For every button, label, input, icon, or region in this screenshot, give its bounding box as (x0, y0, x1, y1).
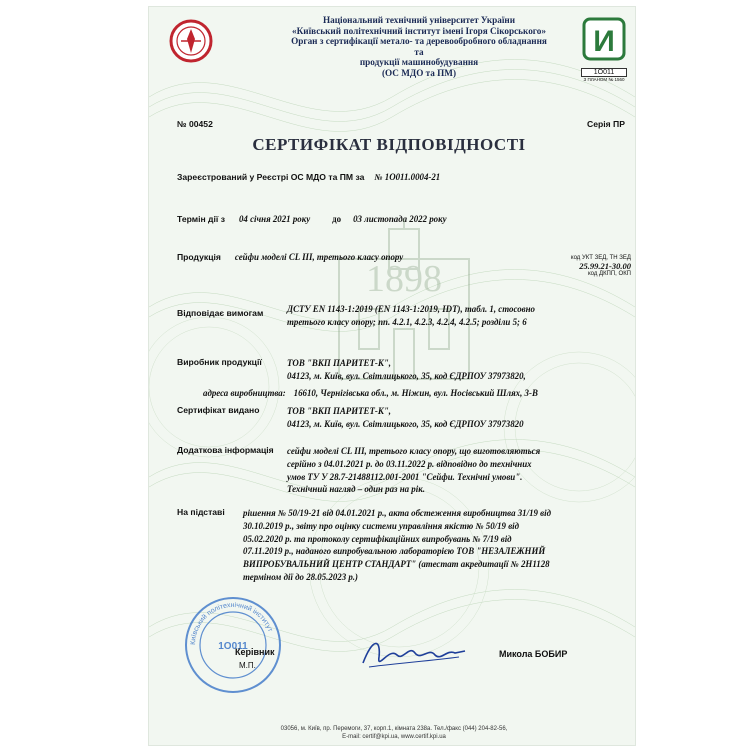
header-line-2: «Київський політехнічний інститут імені Ігоря Сікорського» (292, 25, 546, 36)
validity-to-label: до (332, 214, 342, 224)
footer-line-1: 03056, м. Київ, пр. Перемоги, 37, корп.1, кімната 238а. Тел./факс (044) 204-82-56, (280, 726, 508, 732)
watermark-year: 1898 (366, 258, 442, 300)
seal-place: М.П. (239, 661, 256, 670)
basis-line-3: 05.02.2020 р. та протоколу сертифікаційних випробувань № 7/19 від (243, 533, 512, 544)
additional-info (287, 445, 617, 496)
codes-label-1: код УКТ ЗЕД, ТН ЗЕД (570, 255, 631, 261)
header-line-5: (ОС МДО та ПМ) (381, 67, 457, 78)
issued-line-1: ТОВ "ВКП ПАРИТЕТ-К", (287, 406, 391, 416)
meets-label: Відповідає вимогам (177, 308, 264, 318)
basis-line-6: терміном дії до 28.05.2023 р.) (243, 571, 358, 582)
issuer-header (289, 15, 549, 79)
basis-line-2: 30.10.2019 р., звіту про оцінку системи управління якістю № 50/19 від (243, 520, 520, 531)
product-value: сейфи моделі CL III, третього класу опору (234, 252, 404, 262)
additional-line-4: Технічний нагляд – один раз на рік. (287, 484, 425, 495)
certificate-sheet (148, 6, 636, 746)
additional-line-3: умов ТУ У 28.7-21488112.001-2001 "Сейфи. Технічні умови". (287, 471, 523, 482)
basis-line-5: ВИПРОБУВАЛЬНИЙ ЦЕНТР СТАНДАРТ" (атестат акредитації № 2Н1128 (243, 559, 550, 570)
product-row (177, 247, 403, 265)
manufacturer-line-1: ТОВ "ВКП ПАРИТЕТ-К", (287, 358, 391, 368)
head-label: Керівник (235, 647, 275, 657)
footer-line-2: E-mail: certif@kpi.ua, www.certif.kpi.ua (342, 734, 446, 740)
issuer-contacts (209, 725, 579, 741)
validity-from: 04 січня 2021 року (238, 214, 311, 224)
certification-badge (581, 17, 627, 82)
badge-caption: З ПЛАНОМ № 1560 (583, 77, 625, 82)
product-label: Продукція (177, 252, 221, 262)
meets-line-1: ДСТУ EN 1143-1:2019 (EN 1143-1:2019, IDT), табл. 1, стосовно (287, 304, 535, 314)
basis-line-4: 07.11.2019 р., наданого випробувальною лабораторією ТОВ "НЕЗАЛЕЖНИЙ (243, 546, 546, 557)
production-address-label: адреса виробництва: (203, 388, 286, 398)
header-line-1: Національний технічний університет України (322, 15, 516, 25)
manufacturer-value (287, 357, 617, 383)
kpi-logo (169, 19, 213, 63)
basis-text (243, 507, 623, 584)
validity-label: Термін дії з (177, 214, 225, 224)
additional-info-label: Додаткова інформація (177, 445, 274, 455)
registry-row (177, 167, 440, 185)
validity-to: 03 листопада 2022 року (353, 214, 447, 224)
additional-line-2: серійно з 04.01.2021 р. до 03.11.2022 р. відповідно до технічних (287, 458, 532, 469)
badge-code: 1О011 (581, 68, 627, 77)
issued-to-label: Сертифікат видано (177, 405, 260, 415)
header-line-3: Орган з сертифікації метало- та деревообробного обладнання та (291, 36, 547, 57)
codes-value: 25.99.21-30.00 (579, 261, 631, 271)
official-stamp (183, 595, 283, 695)
registry-value: № 1О011.0004-21 (374, 172, 441, 182)
certificate-title: СЕРТИФІКАТ ВІДПОВІДНОСТІ (252, 135, 526, 154)
badge-mark-icon (581, 17, 627, 61)
basis-label: На підставі (177, 507, 225, 517)
signature (359, 627, 469, 677)
product-codes (535, 255, 631, 277)
production-address-row (177, 383, 627, 401)
stamp-ring-text: Київський політехнічний інститут (189, 601, 274, 646)
basis-line-1: рішення № 50/19-21 від 04.01.2021 р., акта обстеження виробництва 31/19 від (243, 508, 552, 518)
meets-line-2: третього класу опору; пп. 4.2.1, 4.2.3, 4.2.4, 4.2.5; розділи 5; 6 (287, 316, 527, 327)
issued-to-value (287, 405, 617, 431)
certificate-series: Серія ПР (587, 119, 625, 129)
manufacturer-label: Виробник продукції (177, 357, 262, 367)
issued-line-2: 04123, м. Київ, вул. Світлицького, 35, код ЄДРПОУ 37973820 (287, 418, 524, 429)
registry-label: Зареєстрований у Реєстрі ОС МДО та ПМ за (177, 172, 365, 182)
meets-requirements (287, 303, 617, 329)
additional-line-1: сейфи моделі CL III, третього класу опору, що виготовляються (287, 446, 541, 456)
header-line-4: продукції машинобудування (359, 57, 479, 68)
head-name: Микола БОБИР (499, 649, 568, 659)
svg-text:И: И (593, 25, 615, 58)
production-address: 16610, Чернігівська обл., м. Ніжин, вул. Носівський Шлях, 3-В (293, 388, 538, 398)
codes-label-2: код ДКПП, ОКП (587, 271, 631, 277)
stamp-center-code: 1О011 (218, 641, 248, 652)
certificate-number: № 00452 (177, 119, 213, 129)
manufacturer-line-2: 04123, м. Київ, вул. Світлицького, 35, код ЄДРПОУ 37973820, (287, 370, 526, 381)
